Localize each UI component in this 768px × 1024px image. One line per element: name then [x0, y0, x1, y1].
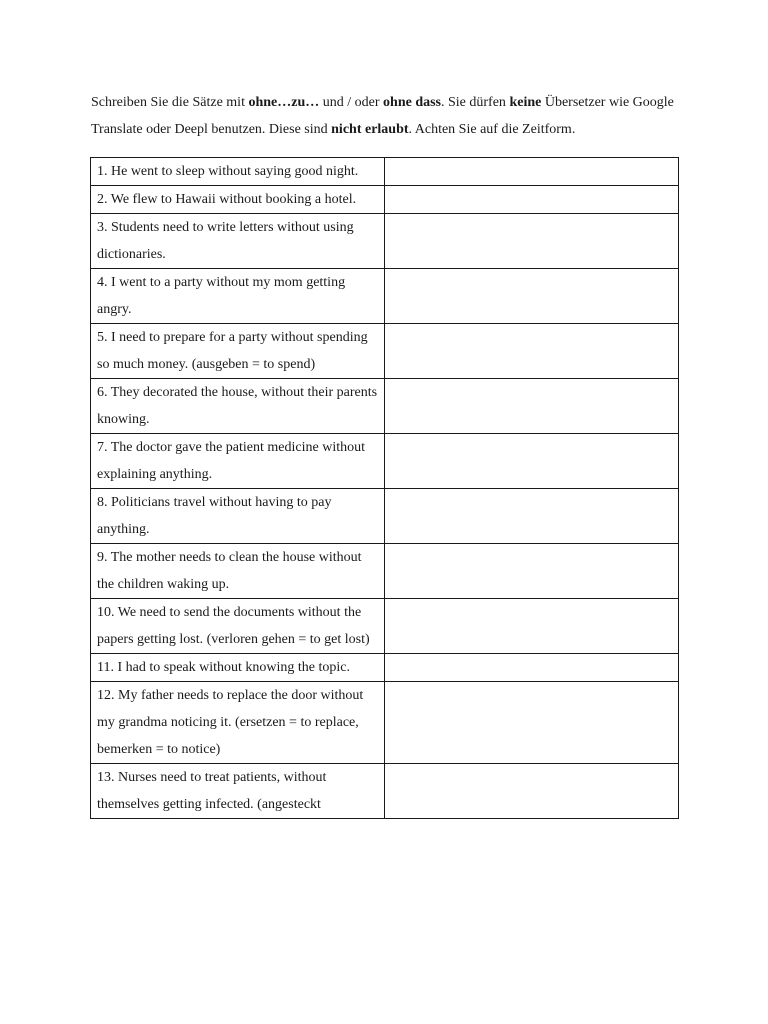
prompt-cell: 3. Students need to write letters without using dictionaries.: [91, 214, 385, 269]
answer-cell[interactable]: [385, 379, 679, 434]
table-row: [91, 269, 679, 324]
instructions-bold-keine: keine: [509, 95, 542, 110]
prompt-cell: 7. The doctor gave the patient medicine without explaining anything.: [91, 434, 385, 489]
table-row: [91, 186, 679, 214]
prompt-cell: 12. My father needs to replace the door without my grandma noticing it. (ersetzen = to replace, bemerken = to notice): [91, 682, 385, 764]
answer-cell[interactable]: [385, 214, 679, 269]
table-row: [91, 214, 679, 269]
instructions-text-4: Übersetzer wie Google Translate oder Deepl benutzen. Diese sind: [91, 95, 674, 137]
answer-cell[interactable]: [385, 654, 679, 682]
prompt-cell: 4. I went to a party without my mom getting angry.: [91, 269, 385, 324]
prompt-cell: 1. He went to sleep without saying good night.: [91, 158, 385, 186]
prompt-cell: 8. Politicians travel without having to pay anything.: [91, 489, 385, 544]
table-row: [91, 489, 679, 544]
answer-cell[interactable]: [385, 764, 679, 819]
table-row: [91, 544, 679, 599]
answer-cell[interactable]: [385, 434, 679, 489]
table-row: [91, 158, 679, 186]
instructions-text-3: . Sie dürfen: [441, 95, 510, 110]
answer-cell[interactable]: [385, 489, 679, 544]
answer-cell[interactable]: [385, 186, 679, 214]
instructions-text-1: Schreiben Sie die Sätze mit: [91, 95, 249, 110]
prompt-cell: 5. I need to prepare for a party without spending so much money. (ausgeben = to spend): [91, 324, 385, 379]
instructions-bold-ohne-zu: ohne…zu…: [248, 95, 320, 110]
table-row: [91, 764, 679, 819]
prompt-cell: 10. We need to send the documents without the papers getting lost. (verloren gehen = to get lost): [91, 599, 385, 654]
exercise-table: [90, 157, 679, 819]
instructions-bold-ohne-dass: ohne dass: [383, 95, 441, 110]
prompt-cell: 11. I had to speak without knowing the topic.: [91, 654, 385, 682]
answer-cell[interactable]: [385, 682, 679, 764]
table-row: [91, 434, 679, 489]
answer-cell[interactable]: [385, 324, 679, 379]
prompt-cell: 9. The mother needs to clean the house without the children waking up.: [91, 544, 385, 599]
answer-cell[interactable]: [385, 544, 679, 599]
prompt-cell-text: 13. Nurses need to treat patients, without themselves getting infected. (angesteckt: [97, 770, 327, 812]
answer-cell[interactable]: [385, 599, 679, 654]
prompt-cell: [91, 764, 385, 819]
table-row: [91, 599, 679, 654]
answer-cell[interactable]: [385, 269, 679, 324]
table-row: [91, 379, 679, 434]
instructions-bold-nicht-erlaubt: nicht erlaubt: [331, 122, 409, 137]
instructions-text-5: . Achten Sie auf die Zeitform.: [408, 122, 576, 137]
instructions-paragraph: [91, 89, 691, 143]
prompt-cell: 2. We flew to Hawaii without booking a hotel.: [91, 186, 385, 214]
answer-cell[interactable]: [385, 158, 679, 186]
instructions-text-2: und / oder: [319, 95, 384, 110]
prompt-cell: 6. They decorated the house, without their parents knowing.: [91, 379, 385, 434]
table-row: [91, 654, 679, 682]
table-row: [91, 682, 679, 764]
table-row: [91, 324, 679, 379]
